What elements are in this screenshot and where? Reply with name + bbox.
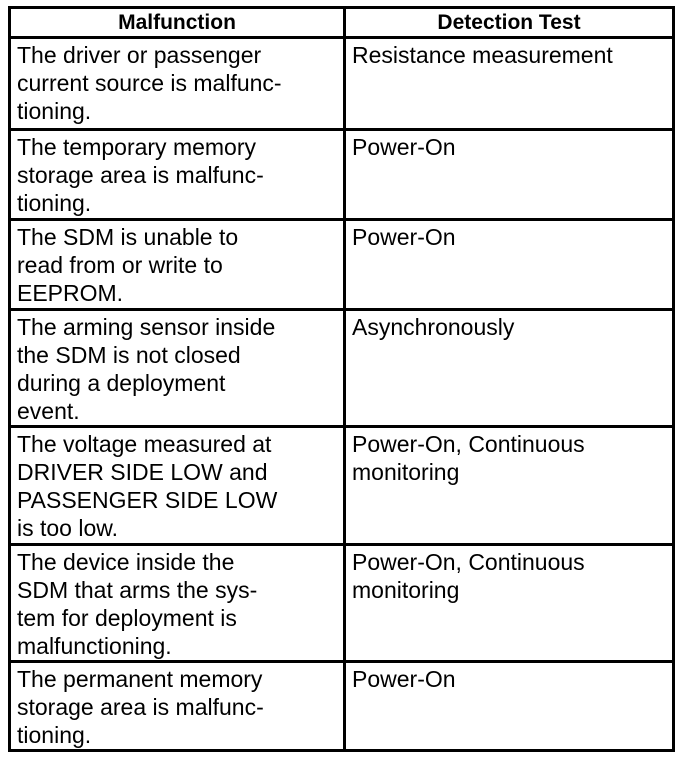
malfunction-text: tioning. (17, 190, 92, 216)
malfunction-text: The arming sensor inside (17, 314, 276, 340)
detection-text: Power-On, Continuous (352, 549, 585, 575)
detection-test-cell (345, 545, 674, 662)
header-detection-test: Detection Test (345, 8, 674, 38)
malfunction-text: tem for deployment is (17, 605, 237, 631)
malfunction-text: tioning. (17, 98, 92, 124)
table-row (10, 310, 674, 427)
malfunction-text: The temporary memory (17, 134, 257, 160)
malfunction-text: DRIVER SIDE LOW and (17, 459, 268, 485)
detection-text: Power-On, Continuous (352, 431, 585, 457)
detection-text: Power-On (352, 134, 456, 160)
table-row (10, 130, 674, 220)
malfunction-text: The permanent memory (17, 666, 263, 692)
malfunction-text: current source is malfunc- (17, 70, 282, 96)
header-row (10, 8, 674, 38)
malfunction-cell (10, 310, 345, 427)
detection-text: Asynchronously (352, 314, 515, 340)
table-row (10, 662, 674, 751)
detection-test-cell (345, 220, 674, 310)
malfunction-text: storage area is malfunc- (17, 694, 264, 720)
table-row (10, 38, 674, 130)
table-row (10, 220, 674, 310)
malfunction-detection-table (8, 6, 675, 752)
malfunction-text: malfunctioning. (17, 633, 172, 659)
detection-test-cell (345, 662, 674, 751)
malfunction-text: the SDM is not closed (17, 342, 241, 368)
detection-text: monitoring (352, 459, 460, 485)
malfunction-text: is too low. (17, 515, 118, 541)
malfunction-text: tioning. (17, 722, 92, 748)
malfunction-text: SDM that arms the sys- (17, 577, 258, 603)
malfunction-cell (10, 662, 345, 751)
malfunction-cell (10, 38, 345, 130)
malfunction-cell (10, 427, 345, 545)
malfunction-text: The device inside the (17, 549, 235, 575)
malfunction-text: The driver or passenger (17, 42, 262, 68)
detection-text: Power-On (352, 224, 456, 250)
malfunction-cell (10, 220, 345, 310)
detection-text: monitoring (352, 577, 460, 603)
malfunction-cell (10, 545, 345, 662)
malfunction-text: PASSENGER SIDE LOW (17, 487, 278, 513)
malfunction-text: read from or write to (17, 252, 223, 278)
malfunction-text: EEPROM. (17, 280, 124, 306)
malfunction-text: event. (17, 398, 80, 424)
malfunction-cell (10, 130, 345, 220)
detection-test-cell (345, 38, 674, 130)
detection-text: Power-On (352, 666, 456, 692)
detection-test-cell (345, 310, 674, 427)
header-malfunction: Malfunction (10, 8, 345, 38)
malfunction-text: The SDM is unable to (17, 224, 239, 250)
malfunction-text: The voltage measured at (17, 431, 272, 457)
detection-test-cell (345, 427, 674, 545)
malfunction-text: storage area is malfunc- (17, 162, 264, 188)
table-row (10, 545, 674, 662)
table-row (10, 427, 674, 545)
detection-text: Resistance measurement (352, 42, 613, 68)
malfunction-text: during a deployment (17, 370, 226, 396)
detection-test-cell (345, 130, 674, 220)
